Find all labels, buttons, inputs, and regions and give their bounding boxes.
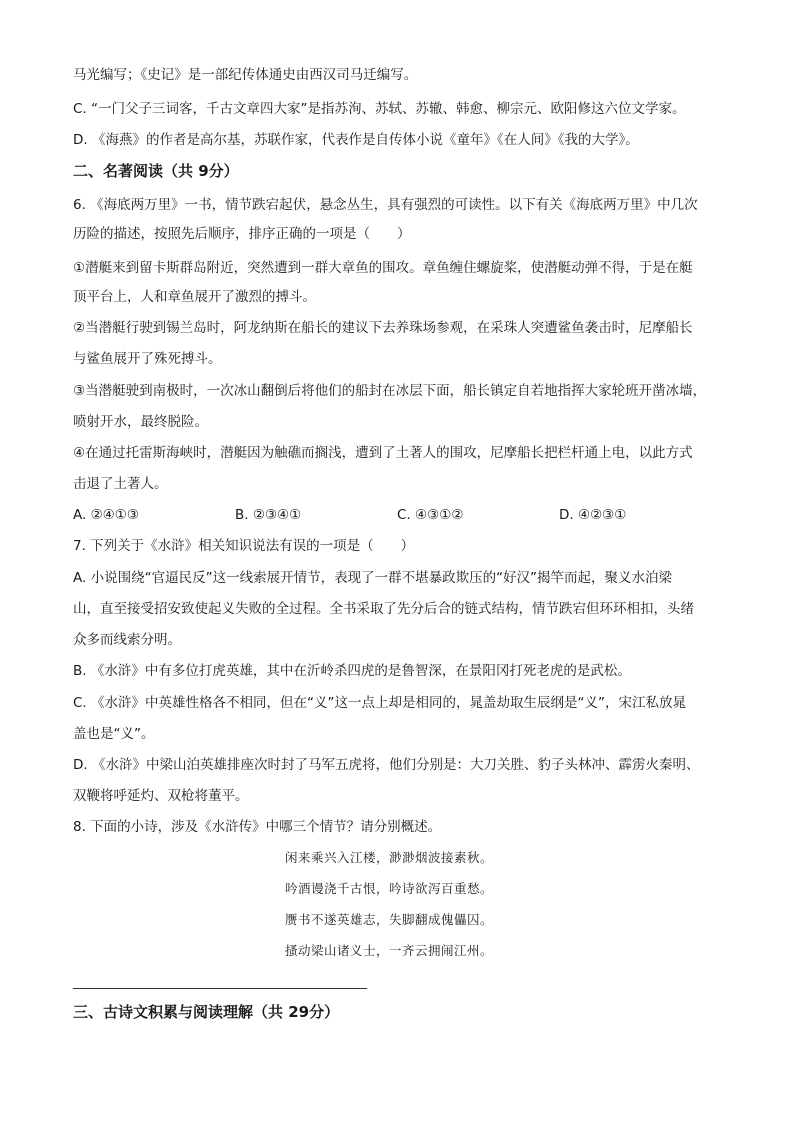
section-heading-2: 二、名著阅读（共 9分） [73, 162, 239, 180]
paragraph-line: D. 《海燕》的作者是高尔基，苏联作家，代表作是自传体小说《童年》《在人间》《我的大学》。 [73, 132, 639, 148]
paragraph-line: ②当潜艇行驶到锡兰岛时，阿龙纳斯在船长的建议下去养珠场参观，在采珠人突遭鲨鱼袭击时，尼摩船长 [73, 320, 693, 336]
divider [73, 988, 367, 989]
option-d: D. ④②③① [559, 507, 627, 523]
paragraph-line: C. “一门父子三词客，千古文章四大家”是指苏洵、苏轼、苏辙、韩愈、柳宗元、欧阳修这六位文学家。 [73, 101, 686, 117]
paragraph-line: D. 《水浒》中梁山泊英雄排座次时封了马军五虎将，他们分别是：大刀关胜、豹子头林冲、霹雳火秦明、 [73, 757, 700, 773]
paragraph-line: ①潜艇来到留卡斯群岛附近，突然遭到一群大章鱼的围攻。章鱼缠住螺旋桨，使潜艇动弹不得，于是在艇 [73, 260, 693, 276]
answer-options [73, 505, 733, 525]
paragraph-line: 马光编写；《史记》是一部纪传体通史由西汉司马迁编写。 [73, 67, 418, 83]
poem-line: 搔动梁山诸义士，一齐云拥闹江州。 [285, 943, 494, 958]
option-b: B. ②③④① [235, 507, 302, 523]
paragraph-line: 盖也是“义”。 [73, 726, 155, 742]
poem-line: 闲来乘兴入江楼，渺渺烟波接素秋。 [285, 850, 494, 865]
paragraph-line: 与鲨鱼展开了殊死搏斗。 [73, 351, 222, 367]
section-heading-3: 三、古诗文积累与阅读理解（共 29分） [73, 1003, 340, 1021]
paragraph-line: A. 小说围绕“官逼民反”这一线索展开情节，表现了一群不堪暴政欺压的“好汉”揭竿而起，聚义水泊梁 [73, 570, 673, 586]
paragraph-line: 顶平台上，人和章鱼展开了激烈的搏斗。 [73, 289, 316, 305]
paragraph-line: 喷射开水，最终脱险。 [73, 414, 208, 430]
paragraph-line: 历险的描述，按照先后顺序，排序正确的一项是（ ） [73, 226, 411, 242]
poem-line: 吟酒谩浇千古恨，吟诗欲泻百重愁。 [285, 881, 494, 896]
question-6: 6. 《海底两万里》一书，情节跌宕起伏，悬念丛生，具有强烈的可读性。以下有关《海底两万里》中几次 [73, 197, 698, 213]
option-c: C. ④③①② [397, 507, 464, 523]
paragraph-line: 众多而线索分明。 [73, 632, 181, 648]
paragraph-line: ④在通过托雷斯海峡时，潜艇因为触礁而搁浅，遭到了土著人的围攻，尼摩船长把栏杆通上电，以此方式 [73, 445, 693, 461]
paragraph-line: C. 《水浒》中英雄性格各不相同，但在“义”这一点上却是相同的，晁盖劫取生辰纲是“义”，宋江私放晁 [73, 695, 686, 711]
poem-line: 赝书不遂英雄志，失脚翻成傀儡囚。 [285, 912, 494, 927]
paragraph-line: 击退了土著人。 [73, 476, 168, 492]
question-7: 7. 下列关于《水浒》相关知识说法有误的一项是（ ） [73, 538, 415, 554]
paragraph-line: 双鞭将呼延灼、双枪将董平。 [73, 788, 249, 804]
paragraph-line: ③当潜艇驶到南极时，一次冰山翻倒后将他们的船封在冰层下面，船长镇定自若地指挥大家轮班开凿冰墙， [73, 383, 707, 399]
option-a: A. ②④①③ [73, 507, 139, 523]
question-8: 8. 下面的小诗，涉及《水浒传》中哪三个情节？请分别概述。 [73, 819, 442, 835]
paragraph-line: B. 《水浒》中有多位打虎英雄，其中在沂岭杀四虎的是鲁智深，在景阳冈打死老虎的是武松。 [73, 663, 631, 679]
paragraph-line: 山，直至接受招安致使起义失败的全过程。全书采取了先分后合的链式结构，情节跌宕但环环相扣，头绪 [73, 601, 694, 617]
